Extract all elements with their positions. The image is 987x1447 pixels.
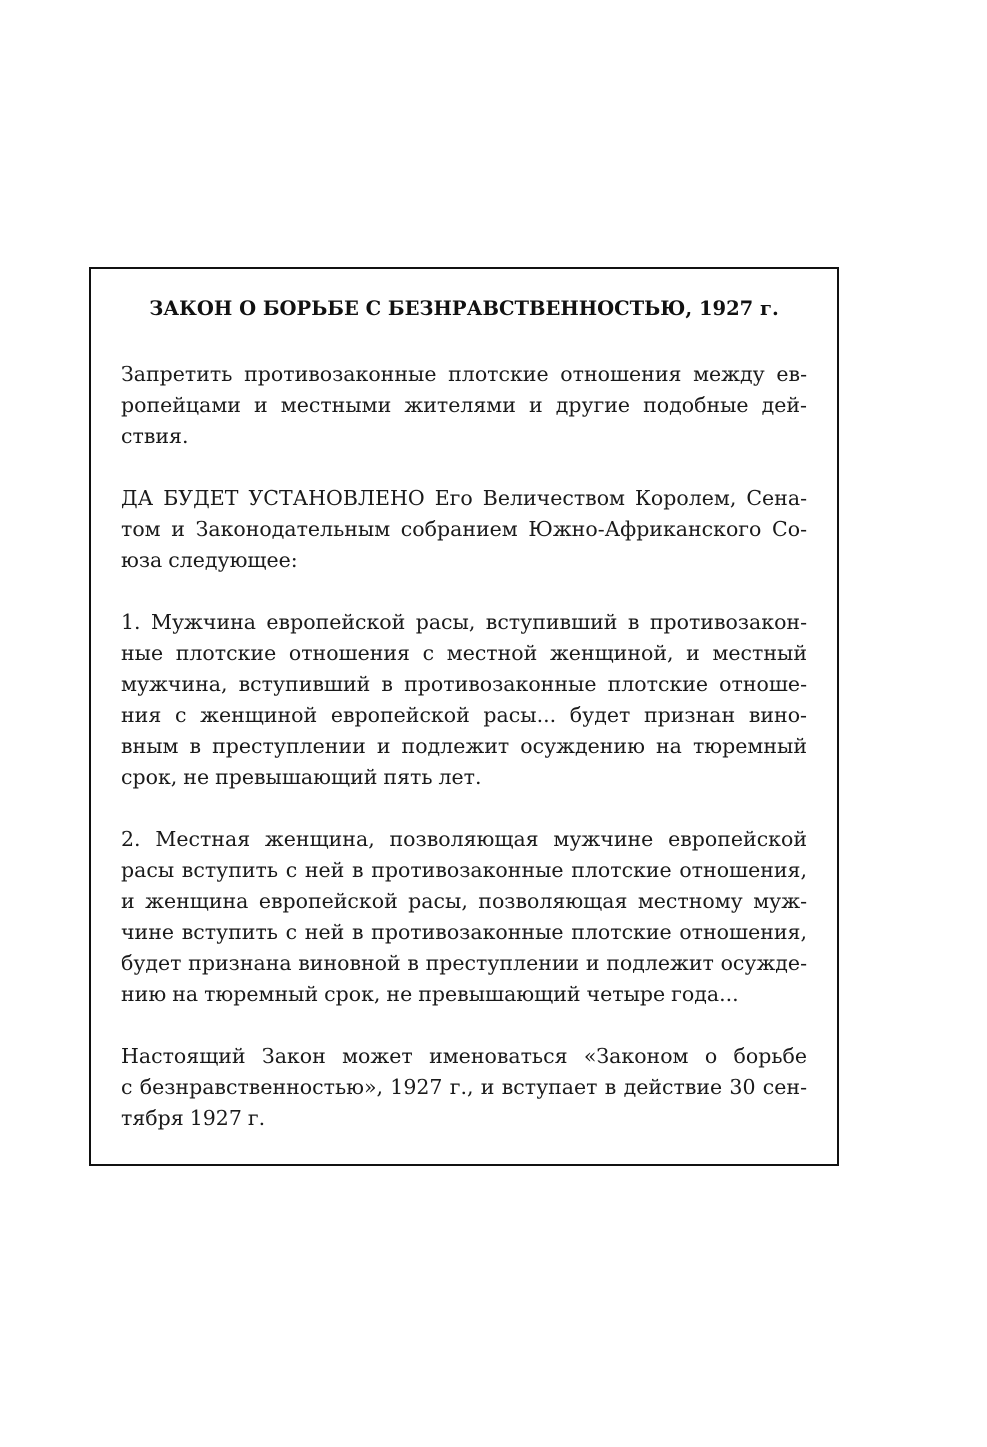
law-title: ЗАКОН О БОРЬБЕ С БЕЗНРАВСТВЕННОСТЬЮ, 1927 г. [149, 297, 779, 320]
text-line: с безнравственностью», 1927 г., и вступает в действие 30 сен- [121, 1075, 807, 1099]
law-text-box [89, 267, 839, 1166]
text-line: и женщина европейской расы, позволяющая местному муж- [121, 889, 807, 913]
text-line: будет признана виновной в преступлении и подлежит осужде- [121, 951, 807, 975]
text-line: 2. Местная женщина, позволяющая мужчине европейской [121, 827, 807, 851]
text-line: Запретить противозаконные плотские отношения между ев- [121, 362, 807, 386]
enactment-paragraph [121, 483, 807, 576]
text-line: тября 1927 г. [121, 1106, 266, 1130]
text-line: Настоящий Закон может именоваться «Законом о борьбе [121, 1044, 807, 1068]
text-line: ния с женщиной европейской расы... будет признан вино- [121, 703, 807, 727]
text-line: ствия. [121, 424, 189, 448]
final-paragraph [121, 1041, 807, 1134]
text-line: вным в преступлении и подлежит осуждению на тюремный [121, 734, 807, 758]
preamble-paragraph [121, 359, 807, 452]
section-2-paragraph [121, 824, 807, 1010]
text-line: ные плотские отношения с местной женщиной, и местный [121, 641, 807, 665]
text-line: мужчина, вступивший в противозаконные плотские отноше- [121, 672, 807, 696]
text-line: срок, не превышающий пять лет. [121, 765, 482, 789]
text-line: 1. Мужчина европейской расы, вступивший в противозакон- [121, 610, 807, 634]
section-1-paragraph [121, 607, 807, 793]
text-line: нию на тюремный срок, не превышающий четыре года... [121, 982, 739, 1006]
text-line: ропейцами и местными жителями и другие подобные дей- [121, 393, 807, 417]
text-line: ДА БУДЕТ УСТАНОВЛЕНО Его Величеством Королем, Сена- [121, 486, 807, 510]
text-line: расы вступить с ней в противозаконные плотские отношения, [121, 858, 807, 882]
text-line: чине вступить с ней в противозаконные плотские отношения, [121, 920, 807, 944]
text-line: юза следующее: [121, 548, 298, 572]
text-line: том и Законодательным собранием Южно-Африканского Со- [121, 517, 807, 541]
